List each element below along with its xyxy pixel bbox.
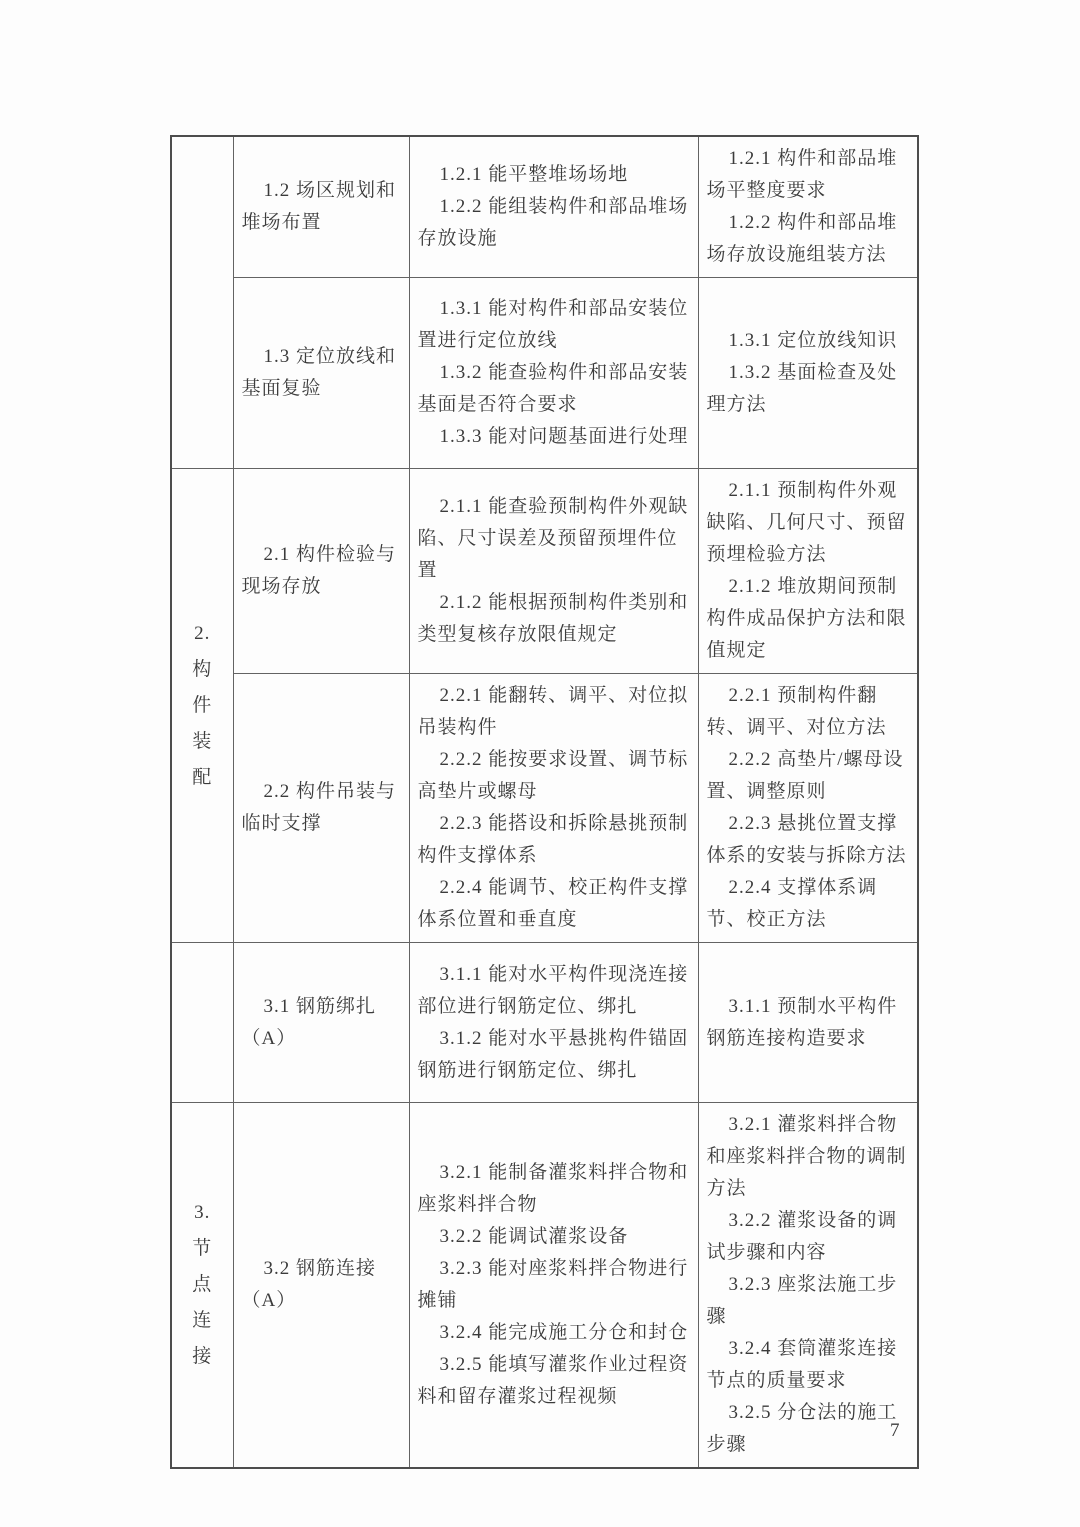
knowledge-cell [698,1103,918,1469]
function-char: 点 [192,1274,213,1295]
task-cell [233,278,409,469]
table-row [171,674,918,943]
function-char: 连 [192,1310,213,1331]
task-label: 3.2 钢筋连接（A） [241,1258,377,1311]
skill-item: 2.2.2 能按要求设置、调节标高垫片或螺母 [417,749,689,802]
function-char: 构 [192,658,213,680]
skill-item: 2.2.4 能调节、校正构件支撑体系位置和垂直度 [417,877,689,930]
skill-item: 1.2.1 能平整堆场场地 [439,164,629,185]
function-label-vertical [180,1197,225,1373]
knowledge-item: 3.2.4 套筒灌浆连接节点的质量要求 [706,1338,898,1391]
skill-standard-table [170,135,919,1469]
task-label: 3.1 钢筋绑扎（A） [241,995,377,1049]
task-cell [233,1103,409,1469]
knowledge-item: 2.2.3 悬挑位置支撑体系的安装与拆除方法 [706,813,907,866]
knowledge-item: 3.2.3 座浆法施工步骤 [706,1274,898,1327]
task-label: 2.1 构件检验与现场存放 [241,544,397,597]
function-char: 2. [194,622,211,644]
skills-cell [409,1103,698,1469]
function-char: 节 [192,1238,213,1259]
knowledge-cell [698,469,918,674]
function-char: 3. [194,1202,211,1223]
function-label-vertical [180,618,225,794]
skill-item: 2.2.1 能翻转、调平、对位拟吊装构件 [417,685,689,738]
skills-cell [409,469,698,674]
task-cell [233,674,409,943]
knowledge-item: 3.2.1 灌浆料拌合物和座浆料拌合物的调制方法 [706,1114,907,1199]
function-char: 件 [192,694,213,716]
skills-cell [409,136,698,278]
table-row [171,1103,918,1469]
skill-item: 1.2.2 能组装构件和部品堆场存放设施 [417,196,689,249]
task-label: 2.2 构件吊装与临时支撑 [241,781,397,834]
skill-item: 3.2.3 能对座浆料拌合物进行摊铺 [417,1258,689,1311]
task-label: 1.2 场区规划和堆场布置 [241,180,397,233]
knowledge-item: 2.1.2 堆放期间预制构件成品保护方法和限值规定 [706,576,907,661]
knowledge-item: 2.2.2 高垫片/螺母设置、调整原则 [706,749,904,802]
knowledge-item: 3.2.2 灌浆设备的调试步骤和内容 [706,1210,898,1263]
skills-cell [409,943,698,1103]
table-row [171,136,918,278]
skill-item: 3.2.2 能调试灌浆设备 [439,1226,629,1247]
knowledge-item: 3.2.5 分仓法的施工步骤 [706,1402,898,1455]
knowledge-cell [698,136,918,278]
knowledge-item: 3.1.1 预制水平构件钢筋连接构造要求 [706,995,898,1049]
page-number: 7 [890,1420,900,1441]
knowledge-item: 1.3.2 基面检查及处理方法 [706,362,898,415]
skill-item: 1.3.1 能对构件和部品安装位置进行定位放线 [417,298,689,351]
knowledge-cell [698,943,918,1103]
function-cell-joint-connection [171,1103,233,1469]
knowledge-item: 2.2.1 预制构件翻转、调平、对位方法 [706,685,887,738]
task-cell [233,469,409,674]
skill-item: 2.1.2 能根据预制构件类别和类型复核存放限值规定 [417,592,689,645]
function-cell-empty [171,136,233,469]
task-label: 1.3 定位放线和基面复验 [241,346,397,399]
skills-cell [409,278,698,469]
skills-cell [409,674,698,943]
skill-item: 1.3.2 能查验构件和部品安装基面是否符合要求 [417,362,689,415]
skill-item: 3.2.5 能填写灌浆作业过程资料和留存灌浆过程视频 [417,1354,689,1407]
function-char: 接 [192,1346,213,1367]
task-cell [233,136,409,278]
knowledge-item: 2.2.4 支撑体系调节、校正方法 [706,877,878,930]
function-cell-component-assembly [171,469,233,943]
function-char: 配 [192,766,213,788]
table-row [171,278,918,469]
function-cell-empty [171,943,233,1103]
skill-item: 3.1.1 能对水平构件现浇连接部位进行钢筋定位、绑扎 [417,963,689,1017]
knowledge-item: 1.3.1 定位放线知识 [728,330,898,351]
skill-item: 2.1.1 能查验预制构件外观缺陷、尺寸误差及预留预埋件位置 [417,496,689,581]
table-row [171,469,918,674]
skill-item: 3.2.1 能制备灌浆料拌合物和座浆料拌合物 [417,1162,689,1215]
knowledge-item: 1.2.1 构件和部品堆场平整度要求 [706,148,898,201]
skill-item: 3.1.2 能对水平悬挑构件锚固钢筋进行钢筋定位、绑扎 [417,1027,689,1081]
skill-item: 2.2.3 能搭设和拆除悬挑预制构件支撑体系 [417,813,689,866]
knowledge-cell [698,278,918,469]
task-cell [233,943,409,1103]
table-row [171,943,918,1103]
skill-item: 3.2.4 能完成施工分仓和封仓 [439,1322,689,1343]
skill-item: 1.3.3 能对问题基面进行处理 [439,426,689,447]
knowledge-item: 2.1.1 预制构件外观缺陷、几何尺寸、预留预埋检验方法 [706,480,907,565]
knowledge-item: 1.2.2 构件和部品堆场存放设施组装方法 [706,212,898,265]
knowledge-cell [698,674,918,943]
function-char: 装 [192,730,213,752]
